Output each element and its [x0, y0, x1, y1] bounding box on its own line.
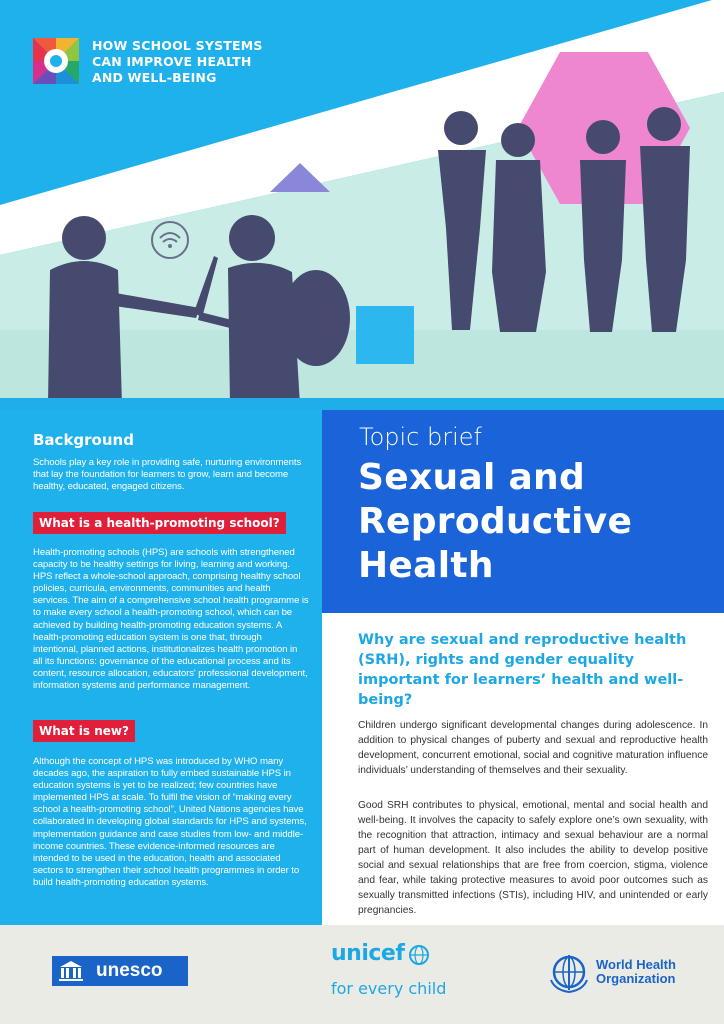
- title-line: Sexual and: [358, 457, 586, 498]
- whats-new-text: Although the concept of HPS was introduced by WHO many decades ago, the aspiration to fully embed sustainable HPS in education systems is yet to be realized; few countries have implemented HPS at scale. To fulfil the vision of “making every school a health-promoting school”, United Nations agencies have collaborated in developing global standards for HPS and systems, implementation guidance and case studies from low- and middle-income countries. These evidence-informed resources are intended to be used in the education, health and associated sectors to strengthen their school health programmes in order to build health-promoting education systems.: [33, 756, 307, 888]
- series-title-line: HOW SCHOOL SYSTEMS: [92, 38, 263, 53]
- blue-square: [356, 306, 414, 364]
- background-text: Schools play a key role in providing safe, nurturing environments that lay the foundation for learners to grow, learn and become healthy, educated, engaged citizens.: [33, 457, 302, 493]
- unicef-tagline: for every child: [331, 979, 447, 998]
- series-title: [92, 38, 312, 86]
- background-heading: Background: [33, 431, 134, 449]
- who-wordmark: [596, 958, 676, 986]
- title-line: Health: [358, 545, 494, 586]
- series-title-line: AND WELL-BEING: [92, 70, 217, 85]
- who-line: World Health: [596, 957, 676, 972]
- hps-heading: What is a health-promoting school?: [33, 512, 286, 534]
- series-title-line: CAN IMPROVE HEALTH: [92, 54, 252, 69]
- hps-text: Health-promoting schools (HPS) are schools with strengthened capacity to be healthy settings for living, learning and working. HPS reflect a whole-school approach, comprising healthy school policies, curricula, environments, communities and health services. The aim of a comprehensive school health programme is to make every school a health-promoting school, which can be achieved by building health-promoting education systems. A health-promoting education system is one that, through intentional, planned actions, institutionalizes health promotion in all its functions: governance of the educational process and its content, resource allocation, educators' professional development, information systems and performance management.: [33, 547, 309, 692]
- paragraph-1: Children undergo significant developmental changes during adolescence. In addition to physical changes of puberty and sexual and reproductive health development, concurrent emotional, social and cognitive maturation influence individuals’ understanding of themselves and their sexuality.: [358, 720, 708, 776]
- whats-new-heading: What is new?: [33, 720, 135, 742]
- unesco-logo: [52, 956, 188, 986]
- unesco-temple-icon: [52, 956, 90, 986]
- unicef-wordmark: unicef: [331, 941, 405, 966]
- topic-label: Topic brief: [359, 423, 482, 451]
- unicef-globe-icon: [408, 944, 430, 966]
- unesco-wordmark: unesco: [96, 960, 163, 981]
- document-title: [358, 456, 708, 588]
- title-line: Reproductive: [358, 501, 633, 542]
- programme-logo-icon: [33, 38, 79, 84]
- question-heading: Why are sexual and reproductive health (SRH), rights and gender equality important for learners’ health and well-being?: [358, 632, 687, 708]
- who-emblem-icon: [547, 950, 591, 994]
- who-line: Organization: [596, 971, 676, 986]
- divider-stripe: [0, 398, 724, 410]
- paragraph-2: Good SRH contributes to physical, emotional, mental and social health and well-being. It involves the capacity to safely explore one’s own sexuality, with the recognition that attraction, intimacy and sexual behaviour are a normal part of human development. It also includes the ability to develop positive social and sexual relationships that are free from coercion, stigma, violence and fear, while taking protective measures to avoid poor outcomes such as sexually transmitted infections (STIs), including HIV, and unintended or early pregnancies.: [358, 800, 708, 916]
